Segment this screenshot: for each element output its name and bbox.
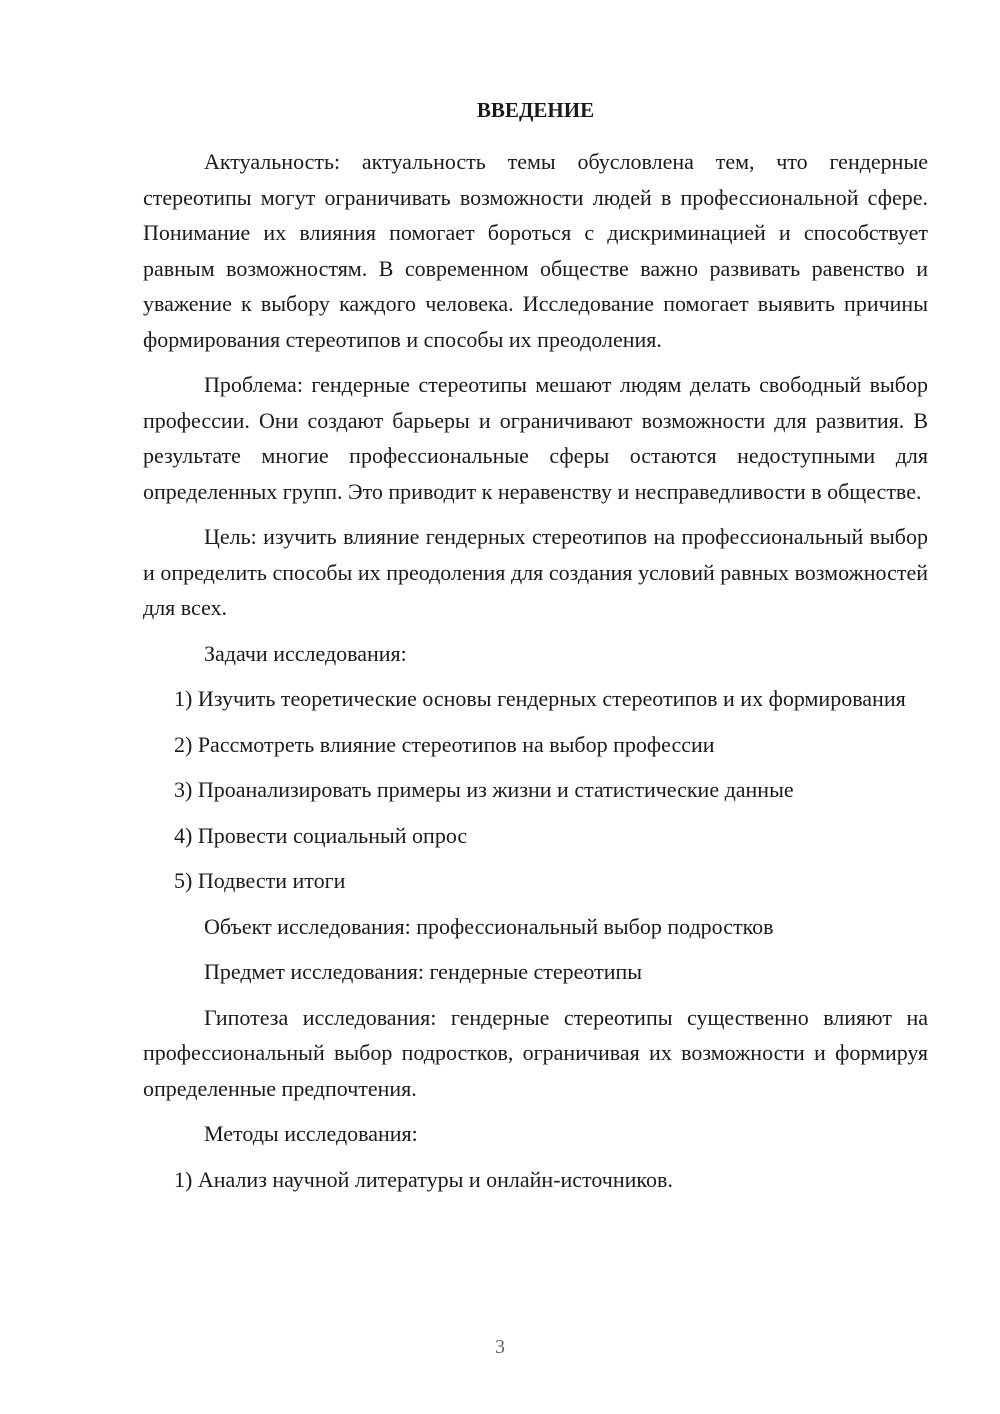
- subject-line: Предмет исследования: гендерные стереотипы: [204, 959, 643, 984]
- object-line: Объект исследования: профессиональный выбор подростков: [204, 913, 774, 939]
- tasks-heading: Задачи исследования:: [204, 640, 407, 666]
- methods-heading: Методы исследования:: [204, 1121, 418, 1146]
- goal-paragraph: Цель: изучить влияние гендерных стереотипов на профессиональный выбор и определить способы их преодоления для создания условий равных возможностей для всех.: [143, 524, 928, 620]
- page-title: ВВЕДЕНИЕ: [476, 98, 595, 122]
- problem-paragraph: Проблема: гендерные стереотипы мешают людям делать свободный выбор профессии. Они создают барьеры и ограничивают возможности для развития. В результате многие профессиональные сферы остаются недоступными для определенных групп. Это приводит к неравенству и несправедливости в обществе.: [143, 372, 928, 504]
- task-item-2: 2) Рассмотреть влияние стереотипов на выбор профессии: [174, 731, 715, 757]
- task-item-1: 1) Изучить теоретические основы гендерных стереотипов и их формирования: [174, 686, 906, 711]
- page-number: 3: [495, 1336, 505, 1358]
- task-item-4: 4) Провести социальный опрос: [174, 822, 468, 848]
- page-content: [143, 96, 928, 1207]
- method-item-1: 1) Анализ научной литературы и онлайн-источников.: [174, 1166, 673, 1192]
- relevance-paragraph: Актуальность: актуальность темы обусловлена тем, что гендерные стереотипы могут ограничивать возможности людей в профессиональной сфере. Понимание их влияния помогает бороться с дискриминацией и способствует равным возможностям. В современном обществе важно развивать равенство и уважение к выбору каждого человека. Исследование помогает выявить причины формирования стереотипов и способы их преодоления.: [143, 149, 928, 352]
- task-item-3: 3) Проанализировать примеры из жизни и статистические данные: [174, 777, 794, 802]
- task-item-5: 5) Подвести итоги: [174, 868, 346, 893]
- hypothesis-paragraph: Гипотеза исследования: гендерные стереотипы существенно влияют на профессиональный выбор подростков, ограничивая их возможности и формируя определенные предпочтения.: [143, 1004, 928, 1101]
